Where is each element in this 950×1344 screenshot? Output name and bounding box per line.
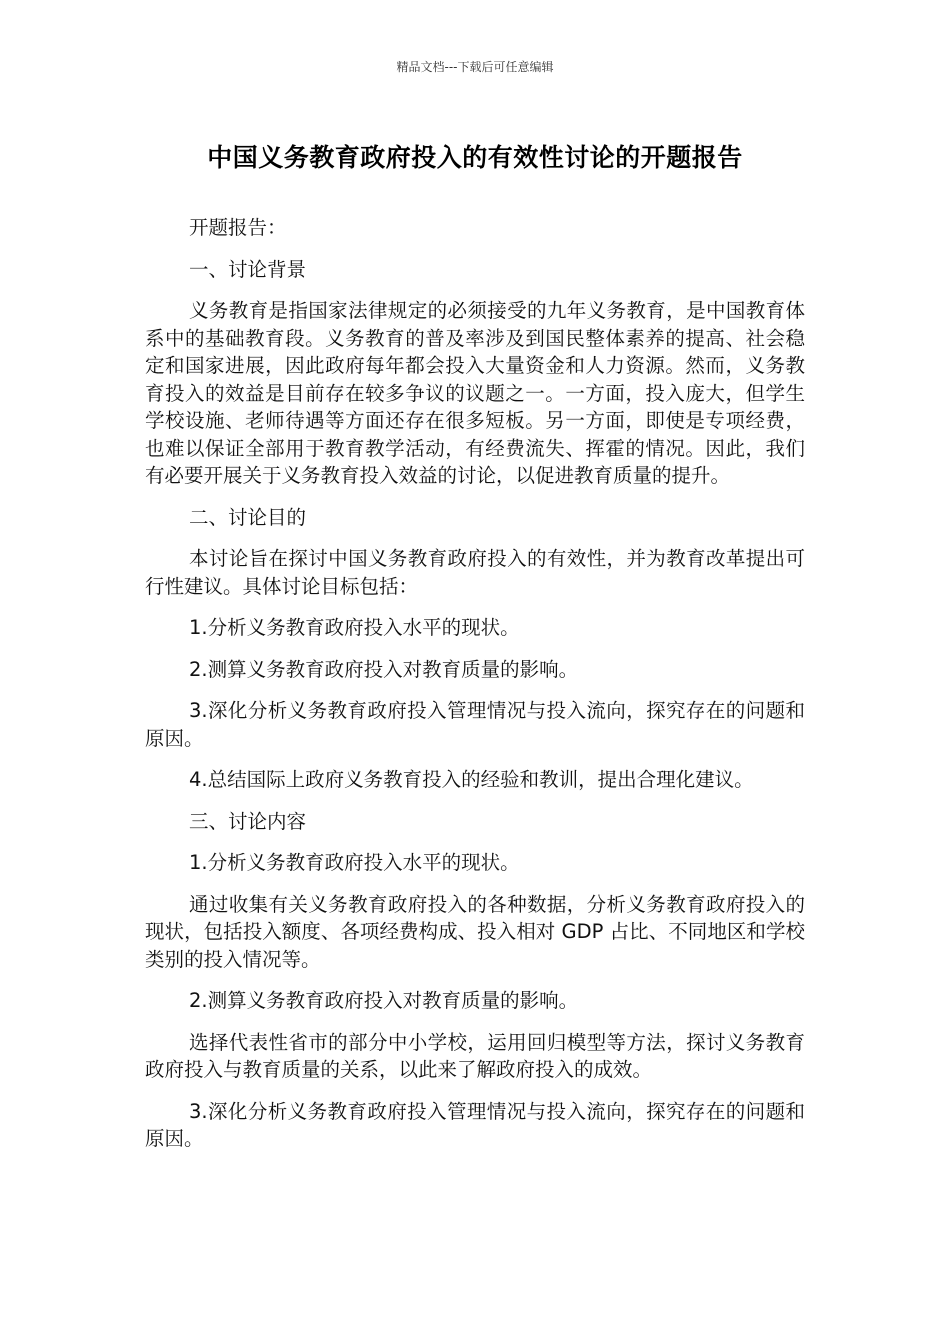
goal-item-2: 2.测算义务教育政府投入对教育质量的影响。 (189, 657, 579, 681)
goal-item-1: 1.分析义务教育政府投入水平的现状。 (189, 616, 520, 639)
document-body (145, 214, 805, 1167)
goal-item-3: 3.深化分析义务教育政府投入管理情况与投入流向，探究存在的问题和原因。 (145, 699, 805, 750)
content-item-1-body: 通过收集有关义务教育政府投入的各种数据，分析义务教育政府投入的现状，包括投入额度、各项经费构成、投入相对 GDP 占比、不同地区和学校类别的投入情况等。 (145, 892, 805, 971)
paragraph-intro-label: 开题报告： (189, 216, 287, 239)
content-item-2-heading: 2.测算义务教育政府投入对教育质量的影响。 (189, 989, 579, 1012)
paragraph-purpose: 本讨论旨在探讨中国义务教育政府投入的有效性，并为教育改革提出可行性建议。具体讨论目标包括： (145, 547, 805, 598)
section-heading-content: 三、讨论内容 (189, 809, 307, 833)
paragraph-background: 义务教育是指国家法律规定的必须接受的九年义务教育，是中国教育体系中的基础教育段。义务教育的普及率涉及到国民整体素养的提高、社会稳定和国家进展，因此政府每年都会投入大量资金和人力资源。然而，义务教育投入的效益是目前存在较多争议的议题之一。一方面，投入庞大，但学生学校设施、老师待遇等方面还存在很多短板。另一方面，即使是专项经费，也难以保证全部用于教育教学活动，有经费流失、挥霍的情况。因此，我们有必要开展关于义务教育投入效益的讨论，以促进教育质量的提升。 (145, 299, 805, 487)
content-item-2-body: 选择代表性省市的部分中小学校，运用回归模型等方法，探讨义务教育政府投入与教育质量的关系，以此来了解政府投入的成效。 (145, 1030, 805, 1081)
document-title: 中国义务教育政府投入的有效性讨论的开题报告 (207, 143, 743, 172)
section-heading-purpose: 二、讨论目的 (189, 505, 307, 529)
content-item-1-heading: 1.分析义务教育政府投入水平的现状。 (189, 851, 520, 874)
content-item-3-heading: 3.深化分析义务教育政府投入管理情况与投入流向，探究存在的问题和原因。 (145, 1099, 805, 1150)
section-heading-background: 一、讨论背景 (189, 257, 307, 281)
goal-item-4: 4.总结国际上政府义务教育投入的经验和教训，提出合理化建议。 (189, 768, 754, 791)
header-note: 精品文档---下载后可任意编辑 (396, 60, 554, 74)
